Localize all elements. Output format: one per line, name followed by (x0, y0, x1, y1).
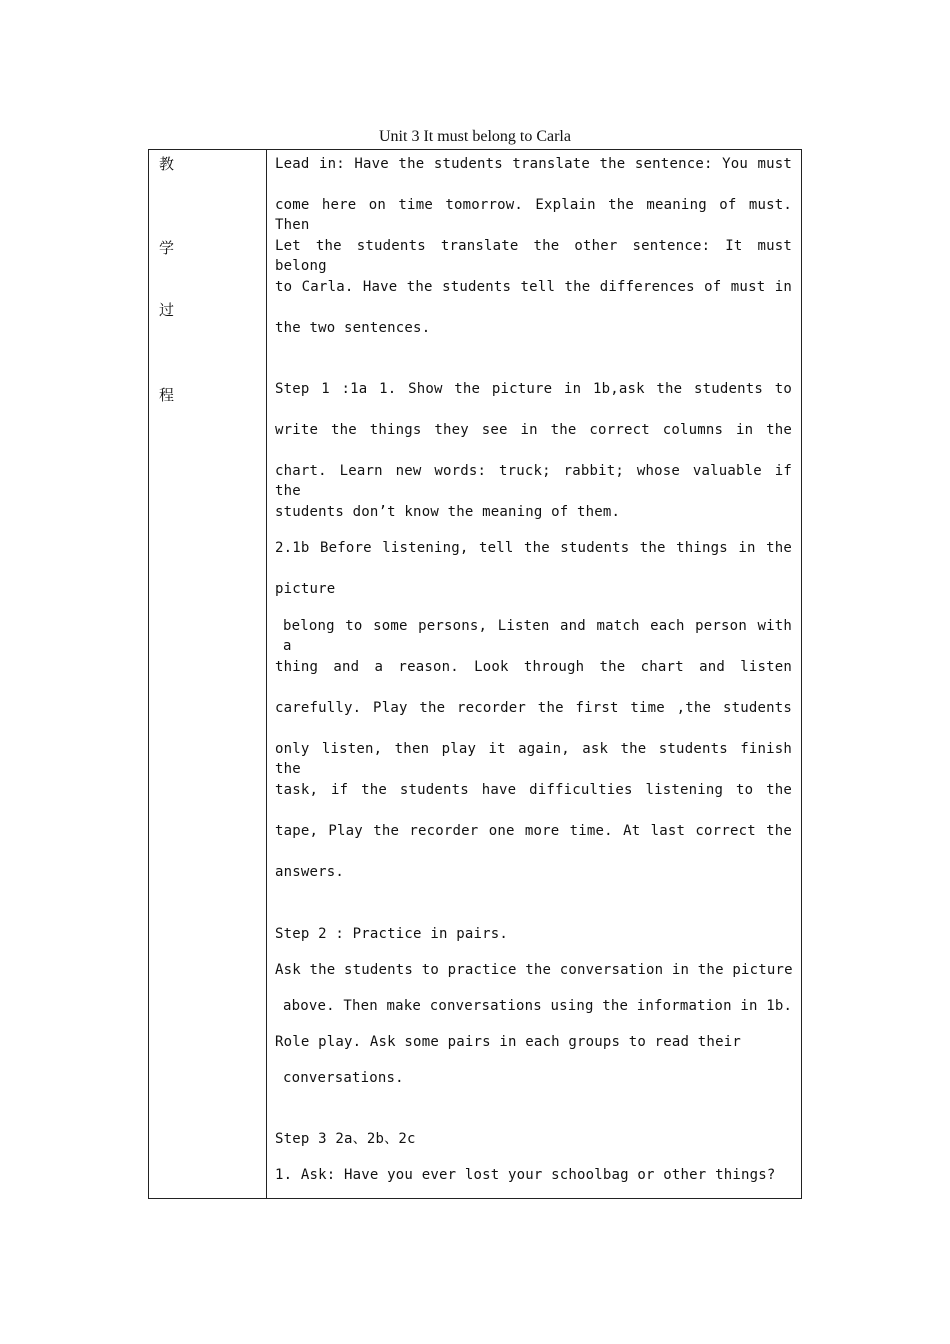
text-line: 1. Ask: Have you ever lost your schoolbag or other things? (275, 1167, 776, 1183)
text-line: Let the students translate the other sentence: It must belong (275, 238, 792, 274)
text-line: the two sentences. (275, 320, 431, 336)
text-line: Step 3 2a、2b、2c (275, 1131, 416, 1147)
text-line: tape, Play the recorder one more time. At last correct the (275, 823, 792, 839)
text-line: to Carla. Have the students tell the differences of must in (275, 279, 792, 295)
content-cell (267, 150, 801, 1198)
lesson-table (148, 149, 802, 1199)
text-line: picture (275, 581, 336, 597)
text-line: 2.1b Before listening, tell the students the things in the (275, 540, 792, 556)
text-line: belong to some persons, Listen and match each person with a (283, 618, 792, 654)
page-title: Unit 3 It must belong to Carla (379, 128, 571, 145)
text-line: Ask the students to practice the conversation in the picture (275, 962, 793, 978)
text-line: Step 2 : Practice in pairs. (275, 926, 508, 942)
text-line: thing and a reason. Look through the chart and listen (275, 659, 792, 675)
text-line: above. Then make conversations using the information in 1b. (283, 998, 793, 1014)
text-line: answers. (275, 864, 345, 880)
section-label-cell (149, 150, 267, 1198)
text-line: come here on time tomorrow. Explain the meaning of must. Then (275, 197, 792, 233)
text-line: chart. Learn new words: truck; rabbit; whose valuable if the (275, 463, 792, 499)
section-char-4: 程 (159, 386, 175, 404)
text-line: conversations. (283, 1070, 404, 1086)
text-line: students don’t know the meaning of them. (275, 504, 621, 520)
text-line: Step 1 :1a 1. Show the picture in 1b,ask the students to (275, 381, 792, 397)
text-line: write the things they see in the correct columns in the (275, 422, 792, 438)
text-line: carefully. Play the recorder the first time ,the students (275, 700, 792, 716)
text-line: Lead in: Have the students translate the sentence: You must (275, 156, 792, 172)
section-char-3: 过 (159, 301, 175, 319)
section-char-1: 教 (159, 155, 175, 173)
text-line: Role play. Ask some pairs in each groups to read their (275, 1034, 741, 1050)
text-line: only listen, then play it again, ask the students finish the (275, 741, 792, 777)
text-line: task, if the students have difficulties listening to the (275, 782, 792, 798)
section-char-2: 学 (159, 239, 175, 257)
